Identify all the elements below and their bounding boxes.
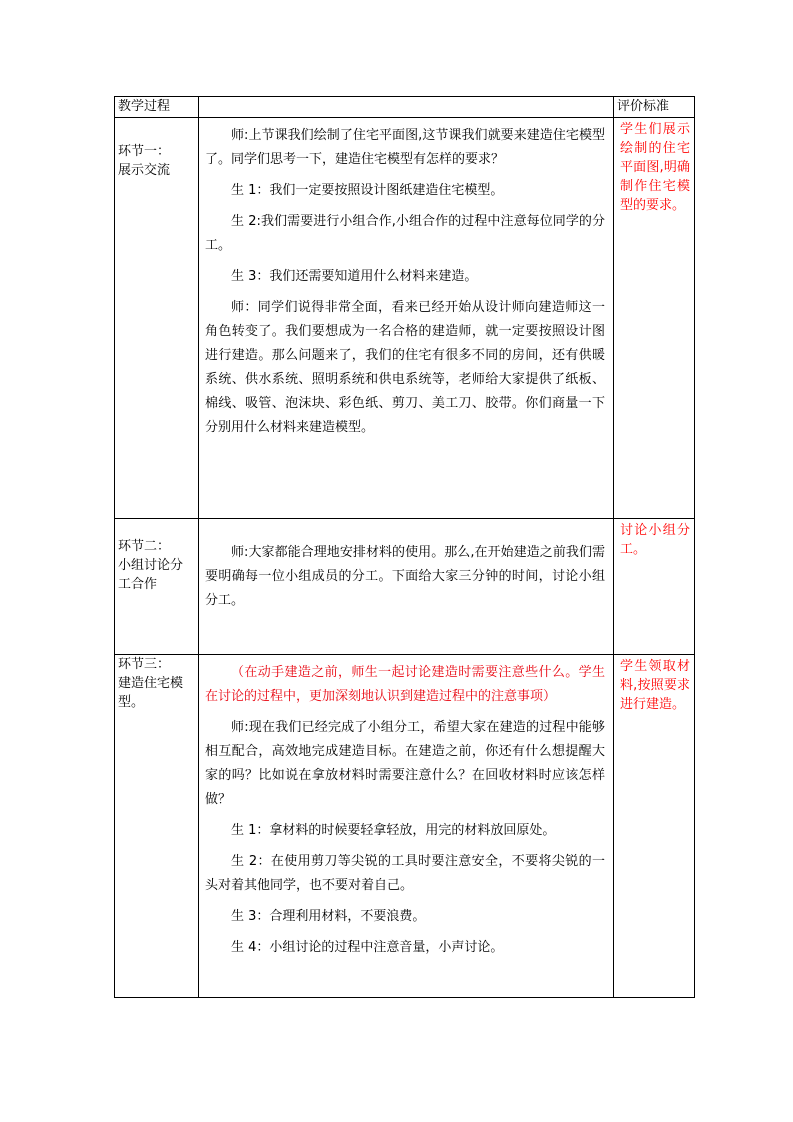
stage-label-line: 型。 [118, 695, 145, 710]
dialogue-paragraph: 生 3：合理利用材料，不要浪费。 [231, 909, 426, 924]
stage-label-cell [115, 655, 199, 998]
dialogue-paragraph: 生 1：拿材料的时候要轻拿轻放，用完的材料放回原处。 [231, 823, 556, 838]
header-content-label [199, 97, 613, 98]
stage-content [199, 655, 613, 960]
stage-content [199, 519, 613, 613]
stage-label-line: 建造住宅模 [118, 676, 184, 691]
stage-content-cell [199, 519, 614, 655]
teaching-note: （在动手建造之前，师生一起讨论建造时需要注意些什么。学生在讨论的过程中，更加深刻地认识到建造过程中的注意事项） [205, 665, 605, 704]
dialogue-paragraph: 生 1：我们一定要按照设计图纸建造住宅模型。 [231, 183, 504, 198]
criteria-cell [614, 519, 695, 655]
header-cell-content [199, 97, 614, 118]
table-row [115, 118, 695, 519]
stage-label [115, 118, 198, 180]
stage-label-cell [115, 519, 199, 655]
header-criteria-label: 评价标准 [617, 99, 670, 114]
table-row [115, 655, 695, 998]
stage-label-line: 展示交流 [118, 163, 171, 178]
criteria-text: 讨论小组分工。 [620, 523, 690, 557]
header-process-label: 教学过程 [118, 99, 171, 114]
stage-content [199, 118, 613, 440]
header-cell-criteria [614, 97, 695, 118]
dialogue-paragraph: 师:大家都能合理地安排材料的使用。那么,在开始建造之前我们需要明确每一位小组成员的分工。下面给大家三分钟的时间，讨论小组分工。 [205, 545, 605, 608]
dialogue-paragraph: 生 2：在使用剪刀等尖锐的工具时要注意安全，不要将尖锐的一头对着其他同学，也不要对着自己。 [205, 854, 605, 893]
criteria-cell [614, 655, 695, 998]
stage-label [115, 655, 198, 712]
criteria-text: 学生领取材料,按照要求进行建造。 [620, 659, 690, 712]
stage-label-line: 工合作 [118, 577, 158, 592]
dialogue-paragraph: 师:现在我们已经完成了小组分工，希望大家在建造的过程中能够相互配合，高效地完成建造目标。在建造之前，你还有什么想提醒大家的吗？比如说在拿放材料时需要注意什么？在回收材料时应该怎样做？ [205, 720, 605, 807]
dialogue-paragraph: 师：同学们说得非常全面，看来已经开始从设计师向建造师这一角色转变了。我们要想成为一名合格的建造师，就一定要按照设计图进行建造。那么问题来了，我们的住宅有很多不同的房间，还有供暖系统、供水系统、照明系统和供电系统等，老师给大家提供了纸板、棉线、吸管、泡沫块、彩色纸、剪刀、美工刀、胶带。你们商量一下分别用什么材料来建造模型。 [205, 300, 605, 435]
stage-label-line: 小组讨论分 [118, 558, 184, 573]
dialogue-paragraph: 生 3：我们还需要知道用什么材料来建造。 [231, 269, 478, 284]
criteria-cell [614, 118, 695, 519]
stage-content-cell [199, 118, 614, 519]
stage-label [115, 519, 198, 594]
table-row [115, 519, 695, 655]
header-cell-process [115, 97, 199, 118]
criteria-text: 学生们展示绘制的住宅平面图,明确制作住宅模型的要求。 [620, 122, 690, 213]
dialogue-paragraph: 师:上节课我们绘制了住宅平面图,这节课我们就要来建造住宅模型了。同学们思考一下，建造住宅模型有怎样的要求？ [205, 128, 605, 167]
dialogue-paragraph: 生 2:我们需要进行小组合作,小组合作的过程中注意每位同学的分工。 [205, 214, 605, 253]
stage-label-line: 环节二： [118, 539, 171, 554]
stage-label-cell [115, 118, 199, 519]
lesson-plan-table [114, 96, 695, 998]
stage-label-line: 环节一： [118, 144, 171, 159]
table-header-row [115, 97, 695, 118]
stage-content-cell [199, 655, 614, 998]
dialogue-paragraph: 生 4：小组讨论的过程中注意音量，小声讨论。 [231, 940, 504, 955]
stage-label-line: 环节三： [118, 657, 171, 672]
